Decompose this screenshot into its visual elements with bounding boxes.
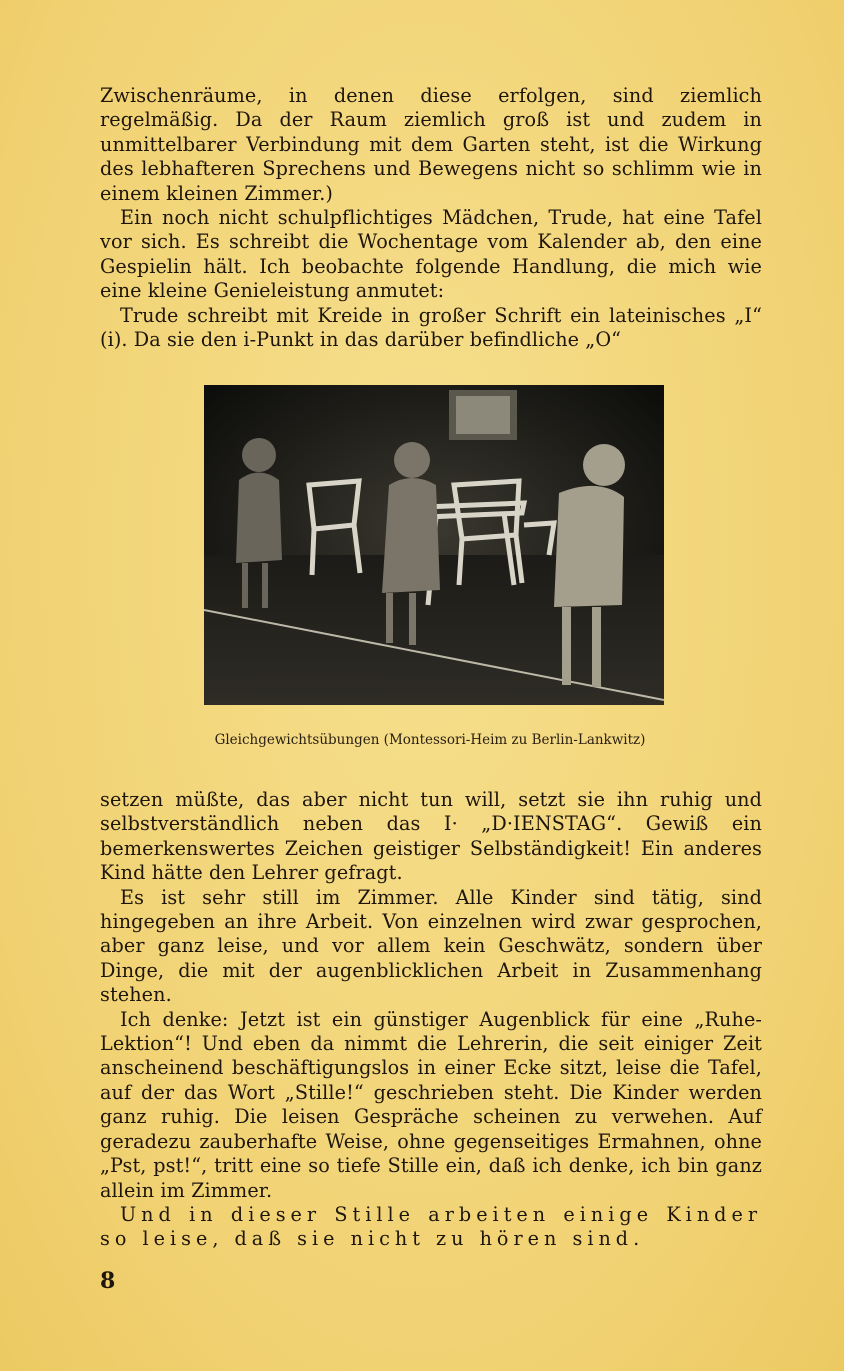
figure-caption: Gleichgewichtsübungen (Montessori-Heim zu Berlin-Lankwitz) — [214, 732, 646, 748]
paragraph: Trude schreibt mit Kreide in großer Schrift ein lateinisches „I“ (i). Da sie den i-Punkt in das darüber befindliche „O“ — [100, 303, 762, 352]
paragraph: Ich denke: Jetzt ist ein günstiger Augenblick für eine „Ruhe-Lektion“! Und eben da nimmt die Lehrerin, die seit einiger Zeit anscheinend beschäftigungslos in einer Ecke sitzt, leise die Tafel, auf der das Wort „Stille!“ geschrieben steht. Die Kinder werden ganz ruhig. Die leisen Gespräche scheinen zu verwehen. Auf geradezu zauberhafte Weise, ohne gegenseitiges Ermahnen, ohne „Pst, pst!“, tritt eine so tiefe Stille ein, daß ich denke, ich bin ganz allein im Zimmer. — [100, 1007, 762, 1202]
paragraph: Es ist sehr still im Zimmer. Alle Kinder sind tätig, sind hingegeben an ihre Arbeit. Von einzelnen wird zwar gesprochen, aber ganz leise, und vor allem kein Geschwätz, sondern über Dinge, die mit der augenblicklichen Arbeit in Zusammenhang stehen. — [100, 885, 762, 1007]
page-number: 8 — [100, 1268, 116, 1294]
closing-paragraph: Und in dieser Stille arbeiten einige Kinder so leise, daß sie nicht zu hören sind. — [100, 1202, 762, 1251]
paragraph: setzen müßte, das aber nicht tun will, setzt sie ihn ruhig und selbstverständlich neben das I· „D·IENSTAG“. Gewiß ein bemerkenswertes Zeichen geistiger Selbständigkeit! Ein anderes Kind hätte den Lehrer gefragt. — [100, 788, 762, 885]
text-block-top — [100, 84, 762, 352]
photo-illustration — [204, 385, 664, 705]
photograph-children-balance-exercises — [204, 385, 664, 705]
paragraph: Zwischenräume, in denen diese erfolgen, sind ziemlich regelmäßig. Da der Raum ziemlich groß ist und zudem in unmittelbarer Verbindung mit dem Garten steht, ist die Wirkung des lebhafteren Sprechens und Bewegens nicht so schlimm wie in einem kleinen Zimmer.) — [100, 84, 762, 205]
text-block-bottom — [100, 788, 762, 1252]
paragraph: Ein noch nicht schulpflichtiges Mädchen, Trude, hat eine Tafel vor sich. Es schreibt die Wochentage vom Kalender ab, den eine Gespielin hält. Ich beobachte folgende Handlung, die mich wie eine kleine Genieleistung anmutet: — [100, 206, 762, 303]
